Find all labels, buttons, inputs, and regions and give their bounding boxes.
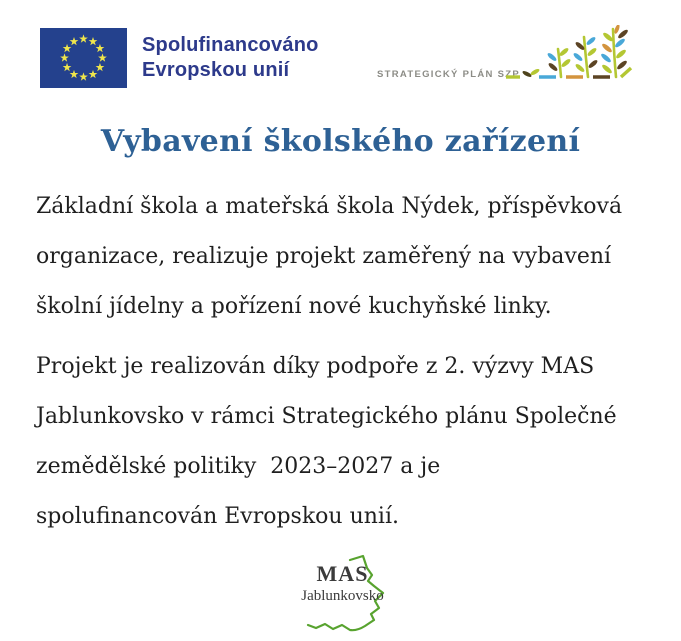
eu-cofunded-line1: Spolufinancováno [142,34,319,56]
paragraph-project-description [36,182,656,332]
mas-logo-subtitle: Jablunkovsko [301,588,384,604]
paragraph-line: spolufinancován Evropskou unií. [36,504,399,529]
eu-flag-icon [40,28,127,88]
mas-jablunkovsko-logo [295,551,405,641]
paragraph-line: Projekt je realizován díky podpoře z 2. výzvy MAS [36,354,595,379]
paragraph-line: školní jídelny a pořízení nové kuchyňské linky. [36,294,552,319]
paragraph-line: Základní škola a mateřská škola Nýdek, příspěvková [36,194,623,219]
eu-cofunded-line2: Evropskou unií [142,59,290,81]
eu-cofunded-label [142,33,319,83]
plants-growth-icon [503,25,650,83]
page-title: Vybavení školského zařízení [100,124,581,159]
mas-logo-title: MAS [316,561,369,586]
szp-plan-label: STRATEGICKÝ PLÁN SZP [377,69,520,80]
paragraph-line: organizace, realizuje projekt zaměřený na vybavení [36,244,612,269]
paragraph-line: Jablunkovsko v rámci Strategického plánu Společné [36,404,617,429]
paragraph-line: zemědělské politiky 2023–2027 a je [36,454,441,479]
paragraph-funding-info [36,342,656,542]
